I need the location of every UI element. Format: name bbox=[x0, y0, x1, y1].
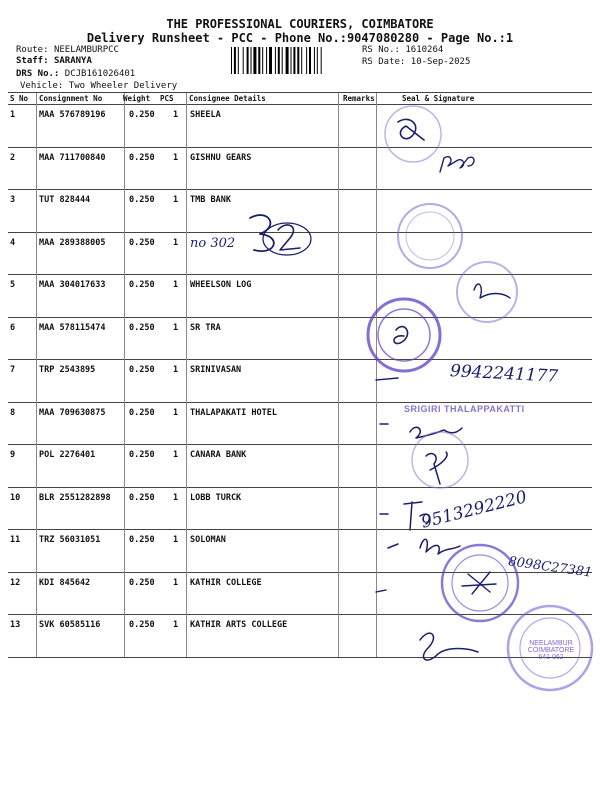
cell-consignee: SRINIVASAN bbox=[190, 365, 242, 375]
cell-weight: 0.250 bbox=[129, 110, 155, 120]
signature bbox=[426, 452, 447, 484]
cell-consignee: CANARA BANK bbox=[190, 450, 247, 460]
cell-sno: 8 bbox=[10, 407, 16, 418]
cell-sno: 9 bbox=[10, 450, 16, 460]
signature bbox=[474, 284, 510, 298]
pen-stroke bbox=[376, 590, 386, 592]
cell-consignment: KDI 845642 bbox=[39, 577, 91, 588]
cell-weight: 0.250 bbox=[129, 365, 155, 375]
round-stamp bbox=[412, 432, 468, 488]
stamp-text: NEELAMBUR COIMBATORE 641 062 bbox=[527, 640, 575, 661]
signature bbox=[398, 119, 424, 140]
cell-weight: 0.250 bbox=[129, 407, 155, 418]
cell-consignment: TRP 2543895 bbox=[39, 365, 96, 375]
cell-weight: 0.250 bbox=[129, 280, 155, 290]
cell-consignee: WHEELSON LOG bbox=[190, 280, 252, 290]
cell-consignment: BLR 2551282898 bbox=[39, 492, 111, 503]
cell-sno: 3 bbox=[10, 195, 16, 205]
cell-sno: 1 bbox=[10, 110, 16, 120]
cell-pcs: 1 bbox=[173, 620, 179, 630]
cell-pcs: 1 bbox=[173, 407, 179, 418]
cell-consignee: SOLOMAN bbox=[190, 535, 226, 545]
cell-pcs: 1 bbox=[173, 237, 179, 248]
cell-weight: 0.250 bbox=[129, 152, 155, 163]
vehicle-label: Vehicle: bbox=[20, 81, 64, 91]
col-header-consignee: Consignee Details bbox=[189, 94, 266, 103]
cell-sno: 10 bbox=[10, 492, 21, 503]
vehicle-value: Two Wheeler Delivery bbox=[68, 81, 178, 91]
handwritten-phone: 9513292220 bbox=[419, 487, 529, 533]
signature bbox=[263, 223, 311, 255]
round-stamp bbox=[398, 204, 462, 268]
signature bbox=[420, 633, 478, 660]
cell-consignee: SR TRA bbox=[190, 322, 221, 333]
cell-sno: 13 bbox=[10, 620, 21, 630]
rs-no-value: 1610264 bbox=[405, 45, 444, 55]
round-stamp-inner bbox=[378, 309, 430, 361]
cell-weight: 0.250 bbox=[129, 577, 155, 588]
cell-consignee: KATHIR COLLEGE bbox=[190, 577, 262, 588]
signature bbox=[380, 424, 462, 438]
round-stamp bbox=[457, 262, 517, 322]
pen-stroke bbox=[376, 378, 398, 380]
cell-pcs: 1 bbox=[173, 195, 179, 205]
col-header-seal: Seal & Signature bbox=[402, 94, 475, 103]
cell-consignee: SHEELA bbox=[190, 110, 221, 120]
col-header-consignment: Consignment No bbox=[39, 94, 103, 103]
cell-sno: 4 bbox=[10, 237, 16, 248]
cell-weight: 0.250 bbox=[129, 195, 155, 205]
cell-pcs: 1 bbox=[173, 535, 179, 545]
col-header-sno: S No bbox=[10, 94, 29, 103]
cell-consignment: TUT 828444 bbox=[39, 195, 91, 205]
cell-weight: 0.250 bbox=[129, 322, 155, 333]
rs-date-label: RS Date: bbox=[362, 57, 406, 67]
cell-pcs: 1 bbox=[173, 322, 179, 333]
cell-weight: 0.250 bbox=[129, 535, 155, 545]
cell-consignee: GISHNU GEARS bbox=[190, 152, 252, 163]
cell-sno: 7 bbox=[10, 365, 16, 375]
cell-consignment: MAA 576789196 bbox=[39, 110, 106, 120]
col-header-pcs: PCS bbox=[160, 94, 174, 103]
company-title: THE PROFESSIONAL COURIERS, COIMBATORE bbox=[166, 17, 434, 31]
cell-pcs: 1 bbox=[173, 577, 179, 588]
cell-weight: 0.250 bbox=[129, 492, 155, 503]
cell-consignee: TMB BANK bbox=[190, 195, 231, 205]
signature bbox=[250, 215, 274, 251]
cell-consignee: KATHIR ARTS COLLEGE bbox=[190, 620, 288, 630]
cell-pcs: 1 bbox=[173, 110, 179, 120]
cell-consignee: LOBB TURCK bbox=[190, 492, 242, 503]
cell-weight: 0.250 bbox=[129, 237, 155, 248]
cell-pcs: 1 bbox=[173, 152, 179, 163]
signature bbox=[278, 225, 300, 250]
cell-consignment: SVK 60585116 bbox=[39, 620, 101, 630]
cell-pcs: 1 bbox=[173, 280, 179, 290]
cell-pcs: 1 bbox=[173, 450, 179, 460]
rs-date-value: 10-Sep-2025 bbox=[410, 57, 471, 67]
rs-no-label: RS No.: bbox=[362, 45, 400, 55]
route-label: Route: bbox=[16, 45, 49, 55]
cell-weight: 0.250 bbox=[129, 450, 155, 460]
cell-consignment: MAA 578115474 bbox=[39, 322, 106, 333]
cell-consignee: THALAPAKATI HOTEL bbox=[190, 407, 277, 418]
signature bbox=[394, 327, 408, 344]
cell-sno: 11 bbox=[10, 535, 21, 545]
drs-label: DRS No.: bbox=[16, 69, 60, 79]
round-stamp bbox=[368, 299, 440, 371]
cell-sno: 6 bbox=[10, 322, 16, 333]
round-stamp-inner bbox=[406, 212, 454, 260]
cell-consignment: MAA 304017633 bbox=[39, 280, 106, 290]
handwritten-phone: 8098C27381 bbox=[507, 554, 594, 581]
signature bbox=[462, 572, 496, 594]
runsheet-subtitle: Delivery Runsheet - PCC - Phone No.:9047080280 - Page No.:1 bbox=[86, 31, 514, 45]
signature bbox=[388, 539, 460, 554]
cell-sno: 2 bbox=[10, 152, 16, 163]
cell-consignment: MAA 709630875 bbox=[39, 407, 106, 418]
stamp-text: SRIGIRI THALAPPAKATTI bbox=[404, 404, 525, 414]
cell-pcs: 1 bbox=[173, 365, 179, 375]
staff-value: SARANYA bbox=[53, 56, 92, 66]
cell-sno: 5 bbox=[10, 280, 16, 290]
staff-label: Staff: bbox=[16, 56, 49, 66]
cell-sno: 12 bbox=[10, 577, 21, 588]
handwritten-note: no 302 bbox=[190, 236, 236, 251]
cell-weight: 0.250 bbox=[129, 620, 155, 630]
cell-consignment: TRZ 56031051 bbox=[39, 535, 101, 545]
cell-consignment: POL 2276401 bbox=[39, 450, 96, 460]
route-value: NEELAMBURPCC bbox=[53, 45, 119, 55]
col-header-remarks: Remarks bbox=[343, 94, 375, 103]
handwritten-phone: 9942241177 bbox=[449, 361, 559, 387]
col-header-weight: Weight bbox=[123, 94, 151, 103]
drs-value: DCJB161026401 bbox=[64, 69, 136, 79]
cell-pcs: 1 bbox=[173, 492, 179, 503]
cell-consignment: MAA 289388005 bbox=[39, 237, 106, 248]
cell-consignment: MAA 711700840 bbox=[39, 152, 106, 163]
signature bbox=[440, 157, 474, 172]
